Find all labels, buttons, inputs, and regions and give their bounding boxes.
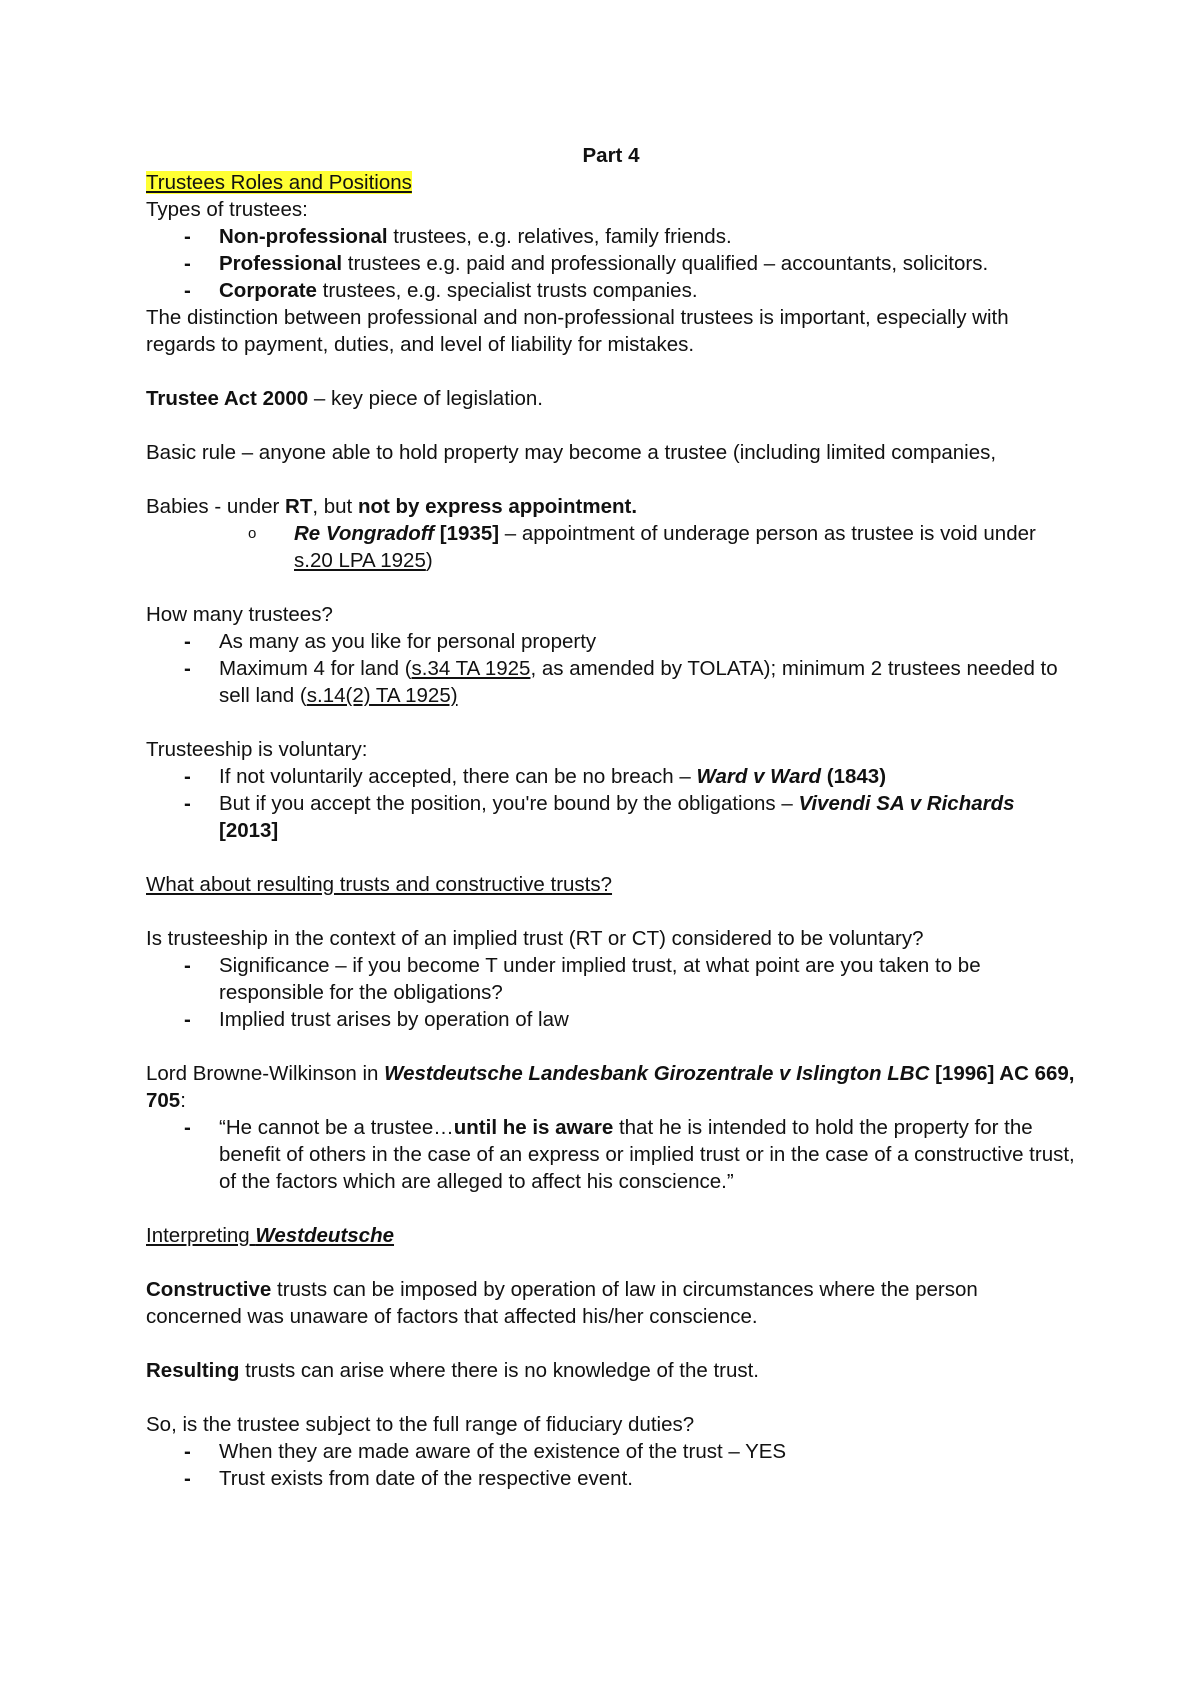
page-title: Part 4 — [582, 144, 640, 167]
babies-paragraph: Babies - under RT, but not by express appointment. — [146, 495, 638, 518]
list-item: - “He cannot be a trustee…until he is aware that he is intended to hold the property for the benefit of others in the case of an express or implied trust or in the case of a constructive trust, of the factors which are alleged to affect his conscience.” — [146, 1114, 1076, 1195]
voluntary-intro: Trusteeship is voluntary: — [146, 738, 368, 761]
case-list — [146, 520, 1076, 574]
section-heading — [146, 169, 1076, 196]
trustee-act-paragraph: Trustee Act 2000 – key piece of legislation. — [146, 387, 543, 410]
distinction-paragraph: The distinction between professional and non-professional trustees is important, especially with regards to payment, duties, and level of liability for mistakes. — [146, 306, 1009, 356]
document-page — [146, 142, 1076, 1492]
list-item: - But if you accept the position, you're bound by the obligations – Vivendi SA v Richards [2013] — [146, 790, 1076, 844]
types-intro: Types of trustees: — [146, 198, 308, 221]
implied-list — [146, 952, 1076, 1033]
highlighted-heading: Trustees Roles and Positions — [146, 171, 412, 194]
list-item: - Non-professional trustees, e.g. relatives, family friends. — [146, 223, 1076, 250]
list-item: - As many as you like for personal property — [146, 628, 1076, 655]
how-many-list — [146, 628, 1076, 709]
quote-list — [146, 1114, 1076, 1195]
list-item: - If not voluntarily accepted, there can be no breach – Ward v Ward (1843) — [146, 763, 1076, 790]
list-item: - Maximum 4 for land (s.34 TA 1925, as amended by TOLATA); minimum 2 trustees needed to sell land (s.14(2) TA 1925) — [146, 655, 1076, 709]
list-item: - Professional trustees e.g. paid and professionally qualified – accountants, solicitors. — [146, 250, 1076, 277]
resulting-paragraph: Resulting trusts can arise where there is no knowledge of the trust. — [146, 1359, 760, 1382]
fiduciary-list — [146, 1438, 1076, 1492]
list-item: - Significance – if you become T under implied trust, at what point are you taken to be responsible for the obligations? — [146, 952, 1076, 1006]
constructive-paragraph: Constructive trusts can be imposed by operation of law in circumstances where the person concerned was unaware of factors that affected his/her conscience. — [146, 1278, 978, 1328]
list-item: o Re Vongradoff [1935] – appointment of underage person as trustee is void under s.20 LPA 1925) — [146, 520, 1076, 574]
resulting-heading: What about resulting trusts and constructive trusts? — [146, 873, 613, 896]
interpreting-heading: Interpreting Westdeutsche — [146, 1224, 395, 1247]
fiduciary-question: So, is the trustee subject to the full range of fiduciary duties? — [146, 1413, 695, 1436]
list-item: - Trust exists from date of the respective event. — [146, 1465, 1076, 1492]
basic-rule-paragraph: Basic rule – anyone able to hold property may become a trustee (including limited companies, — [146, 441, 997, 464]
types-list — [146, 223, 1076, 304]
implied-question: Is trusteeship in the context of an implied trust (RT or CT) considered to be voluntary? — [146, 927, 924, 950]
list-item: - Implied trust arises by operation of law — [146, 1006, 1076, 1033]
list-item: - Corporate trustees, e.g. specialist trusts companies. — [146, 277, 1076, 304]
how-many-question: How many trustees? — [146, 603, 333, 626]
list-item: - When they are made aware of the existence of the trust – YES — [146, 1438, 1076, 1465]
browne-wilkinson-paragraph: Lord Browne-Wilkinson in Westdeutsche Landesbank Girozentrale v Islington LBC [1996] AC 669, 705: — [146, 1062, 1075, 1112]
voluntary-list — [146, 763, 1076, 844]
